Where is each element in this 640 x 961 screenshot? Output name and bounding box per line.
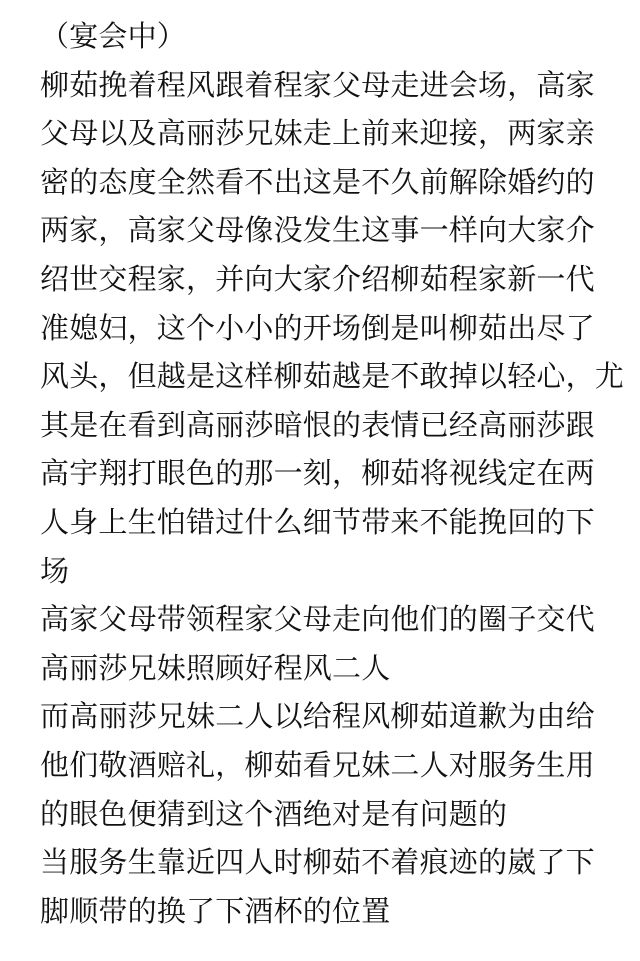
text-line: 高宇翔打眼色的那一刻，柳茹将视线定在两 <box>40 456 595 491</box>
text-line: 绍世交程家，并向大家介绍柳茹程家新一代 <box>40 261 595 296</box>
text-line: 脚顺带的换了下酒杯的位置 <box>40 893 391 928</box>
text-line: 高丽莎兄妹照顾好程风二人 <box>40 650 391 685</box>
text-line: 的眼色便猜到这个酒绝对是有问题的 <box>40 796 508 831</box>
story-text <box>40 12 625 935</box>
text-line-heading: （宴会中） <box>40 19 187 53</box>
text-line: 父母以及高丽莎兄妹走上前来迎接，两家亲 <box>40 116 595 151</box>
text-line: 准媳妇，这个小小的开场倒是叫柳茹出尽了 <box>40 310 595 345</box>
text-line: 人身上生怕错过什么细节带来不能挽回的下 <box>40 504 595 539</box>
text-line: 风头，但越是这样柳茹越是不敢掉以轻心，尤 <box>40 359 625 394</box>
text-line: 密的态度全然看不出这是不久前解除婚约的 <box>40 164 595 199</box>
text-line: 高家父母带领程家父母走向他们的圈子交代 <box>40 602 595 637</box>
text-line: 场 <box>40 553 70 588</box>
text-line: 其是在看到高丽莎暗恨的表情已经高丽莎跟 <box>40 407 595 442</box>
text-line: 当服务生靠近四人时柳茹不着痕迹的崴了下 <box>40 845 595 880</box>
text-line: 两家，高家父母像没发生这事一样向大家介 <box>40 213 595 248</box>
text-line: 他们敬酒赔礼，柳茹看兄妹二人对服务生用 <box>40 747 595 782</box>
text-line: 柳茹挽着程风跟着程家父母走进会场，高家 <box>40 67 595 102</box>
text-line: 而高丽莎兄妹二人以给程风柳茹道歉为由给 <box>40 699 595 734</box>
